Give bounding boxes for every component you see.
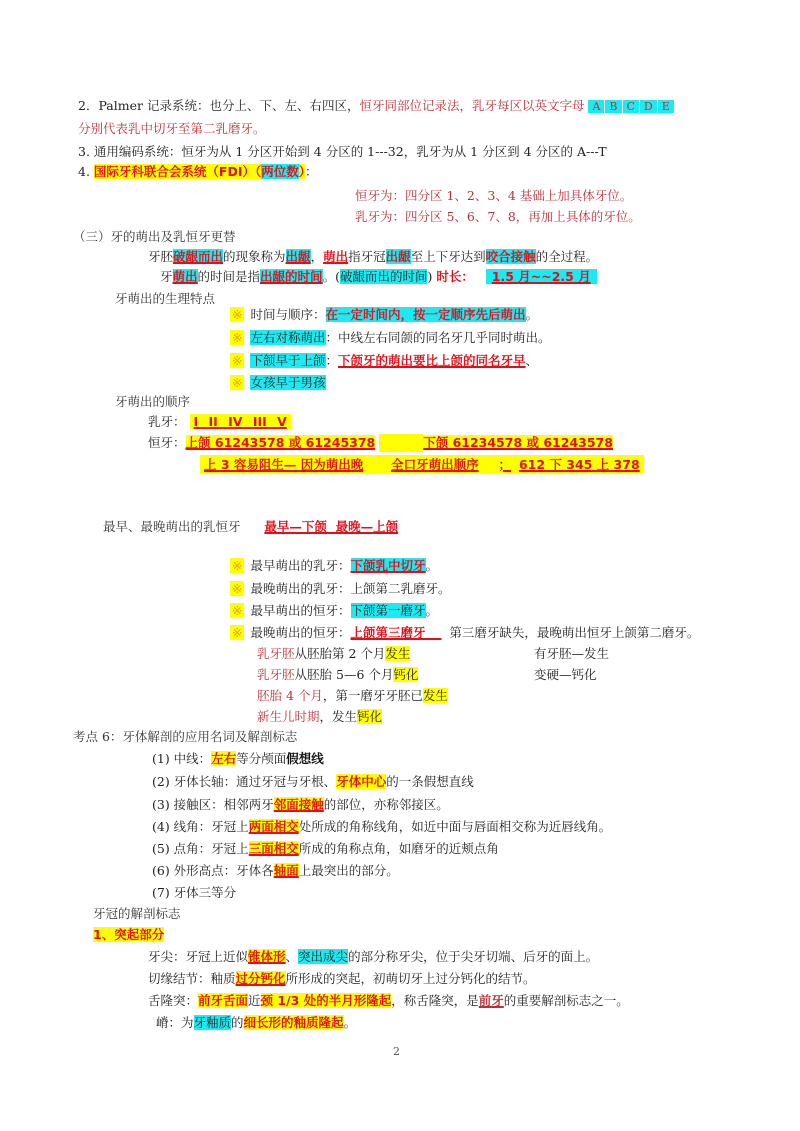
red: 乳牙胚 <box>257 646 295 661</box>
physio-item: ※ 下颌早于上颌：下颌牙的萌出要比上颌的同名牙早、 <box>232 353 539 368</box>
marker-icon: ※ <box>232 375 243 390</box>
t: 牙 <box>160 269 173 284</box>
physio-heading: 牙萌出的生理特点 <box>115 291 216 306</box>
post: 等分颅面 <box>236 751 287 766</box>
label: 左右对称萌出 <box>250 330 326 345</box>
order-heading: 牙萌出的顺序 <box>115 394 191 409</box>
pre: 嵴：为 <box>156 1015 194 1030</box>
t: 的现象称为 <box>223 249 286 264</box>
universal-line: 3. 通用编码系统：恒牙为从 1 分区开始到 4 分区的 1---32，乳牙为从 1 分区到 4 分区的 A---T <box>78 144 607 159</box>
label: 最晚萌出的恒牙： <box>250 625 351 640</box>
hl: 轴面 <box>273 863 299 878</box>
end: 。 <box>343 1015 357 1030</box>
anatomy-item <box>152 862 399 880</box>
t: 牙胚 <box>148 249 174 264</box>
hl: 出龈的时间 <box>260 269 323 284</box>
letter-b: B <box>605 100 621 113</box>
eruption-heading: （三）牙的萌出及乳恒牙更替 <box>73 229 236 244</box>
mamelon-line <box>148 970 536 988</box>
note: 上 3 容易阻生— 因为萌出晚 <box>204 457 364 472</box>
dev-line <box>257 666 418 684</box>
hl: 萌出 <box>323 249 349 264</box>
marker-icon: ※ <box>232 353 243 368</box>
t: 的时间是指 <box>197 269 261 284</box>
post: 的部分称牙尖，位于尖牙切端、后牙的面上。 <box>348 949 599 964</box>
mid: 的 <box>231 1015 244 1030</box>
post: 的部位，亦称邻接区。 <box>323 797 449 812</box>
fdi-two-digit: 两位数 <box>261 164 299 179</box>
post: 所形成的突起，初萌切牙上过分钙化的结节。 <box>285 971 536 986</box>
hl: 萌出 <box>172 269 198 284</box>
anatomy-heading: 考点 6：牙体解剖的应用名词及解剖标志 <box>73 729 298 744</box>
anatomy-item <box>152 750 324 768</box>
end: 。 <box>425 603 439 618</box>
section-1 <box>93 926 164 944</box>
letter-e: E <box>658 100 674 113</box>
earliest-item <box>230 602 438 620</box>
ridge-line <box>156 1014 356 1032</box>
label: 乳牙： <box>148 414 186 429</box>
value: ：中线左右同颌的同名牙几乎同时萌出。 <box>325 330 551 345</box>
hl: 锥体形 <box>248 949 286 964</box>
pre: (3) 接触区：相邻两牙 <box>152 797 274 812</box>
red: 胚胎 4 个月 <box>257 688 323 703</box>
section-title: 1、突起部分 <box>93 927 165 942</box>
end: 的重要解剖标志之一。 <box>503 993 629 1008</box>
value: 上颌第二乳磨牙。 <box>350 581 451 596</box>
mid: 、 <box>285 949 299 964</box>
t: ) <box>427 269 433 284</box>
palmer-line-2: 分别代表乳中切牙至第二乳磨牙。 <box>78 121 266 136</box>
marker-icon: ※ <box>232 558 243 573</box>
t: 从胚胎 5—6 个月 <box>294 667 394 682</box>
marker-icon: ※ <box>232 307 243 322</box>
value: 下颌牙的萌出要比上颌的同名牙早 <box>338 353 526 368</box>
t: 至上下牙达到 <box>410 249 486 264</box>
label: 最晚萌出的乳牙： <box>250 581 351 596</box>
marker-icon: ※ <box>232 581 243 596</box>
note: 612 下 345 上 378 <box>518 457 640 472</box>
hl: 三面相交 <box>248 841 299 856</box>
note: ； <box>498 457 511 472</box>
deciduous-order <box>148 413 291 431</box>
fdi-title-text: 国际牙科联合会系统（FDI）（ <box>93 164 262 179</box>
physio-item <box>230 329 551 347</box>
hl: 发生 <box>385 646 411 661</box>
pre: (5) 点角：牙冠上 <box>152 841 249 856</box>
earliest-item <box>230 624 699 642</box>
crown-heading: 牙冠的解剖标志 <box>93 906 181 921</box>
anatomy-item <box>152 796 449 814</box>
anatomy-item <box>152 818 611 836</box>
label: 下颌早于上颌 <box>250 353 326 368</box>
anatomy-item <box>152 840 499 858</box>
hl: 出龈 <box>285 249 311 264</box>
value: 下颌乳中切牙 <box>350 558 426 573</box>
palmer-red-text: 恒牙同部位记录法，乳牙每区以英文字母 <box>359 98 585 113</box>
dev-line <box>257 645 410 663</box>
t: 从胚胎第 2 个月 <box>294 646 386 661</box>
bold: 假想线 <box>286 751 324 766</box>
fdi-permanent: 恒牙为：四分区 1、2、3、4 基础上加具体牙位。 <box>355 188 633 203</box>
dev-line <box>257 687 448 705</box>
hl: 过分钙化 <box>235 971 286 986</box>
earliest-line <box>103 518 398 536</box>
end: 。 <box>525 307 539 322</box>
pre: 牙尖：牙冠上近似 <box>148 949 249 964</box>
letter-a: A <box>588 100 604 113</box>
anatomy-item: (7) 牙体三等分 <box>152 885 237 900</box>
letter-c: C <box>623 100 639 113</box>
t: ， <box>310 249 324 264</box>
cy: 突出成尖 <box>298 949 349 964</box>
label: 最早萌出的乳牙： <box>250 558 351 573</box>
palmer-text: 2．Palmer 记录系统：也分上、下、左、右四区， <box>78 98 360 113</box>
hl: 颈 1/3 处的半月形隆起 <box>260 993 392 1008</box>
physio-item <box>230 374 326 392</box>
label: 最早萌出的恒牙： <box>250 603 351 618</box>
hl: 牙体中心 <box>336 774 387 789</box>
earliest-item <box>230 557 438 575</box>
permanent-order <box>148 434 613 452</box>
pre: 舌隆突： <box>148 993 199 1008</box>
eruption-line-1 <box>148 248 598 266</box>
dev-side: 变硬—钙化 <box>534 667 597 682</box>
hl: 破龈而出 <box>173 249 224 264</box>
letter-d: D <box>640 100 657 113</box>
value: 下颌第一磨牙 <box>350 603 426 618</box>
dev-line <box>257 708 382 726</box>
fdi-title-end: ） <box>298 164 306 179</box>
cingulum-line <box>148 992 629 1010</box>
eruption-line-2 <box>160 268 597 286</box>
fdi-deciduous: 乳牙为：四分区 5、6、7、8，再加上具体的牙位。 <box>355 209 641 224</box>
upper: 上颌 61243578 或 61245378 <box>185 435 376 450</box>
value: 上颌第三磨牙 <box>350 625 426 640</box>
hl: 邻面接触 <box>273 797 324 812</box>
post: 处所成的角称线角，如近中面与唇面相交称为近唇线角。 <box>298 819 612 834</box>
hl: 出龈 <box>385 249 411 264</box>
duration-label: 时长： <box>436 269 474 284</box>
fdi-colon: ： <box>305 164 318 179</box>
label: 恒牙： <box>148 435 186 450</box>
cy: 牙釉质 <box>193 1015 232 1030</box>
pre: 切缘结节：釉质 <box>148 971 236 986</box>
t: ，发生 <box>319 709 358 724</box>
pre: (1) 中线： <box>152 751 212 766</box>
value: I II IV III V <box>190 414 291 429</box>
red: 乳牙胚 <box>257 667 295 682</box>
hl: 细长形的釉质隆起 <box>243 1015 344 1030</box>
hl: 钙化 <box>357 709 383 724</box>
pre: (4) 线角：牙冠上 <box>152 819 249 834</box>
label: 最早、最晚萌出的乳恒牙 <box>103 519 241 534</box>
post: 所成的角称点角，如磨牙的近颊点角 <box>298 841 499 856</box>
anatomy-item <box>152 773 474 791</box>
t: ，第一磨牙牙胚已 <box>322 688 423 703</box>
marker-icon: ※ <box>232 625 243 640</box>
hl: 前牙舌面 <box>198 993 249 1008</box>
post: 上最突出的部分。 <box>298 863 399 878</box>
mid: 近 <box>248 993 261 1008</box>
hl: 左右 <box>211 751 237 766</box>
cusp-line <box>148 948 598 966</box>
t: 的全过程。 <box>535 249 599 264</box>
red: 新生儿时期 <box>257 709 320 724</box>
t: 。( <box>322 269 340 284</box>
value: 最早—下颌 最晚—上颌 <box>264 519 399 534</box>
pre: (2) 牙体长轴：通过牙冠与牙根、 <box>152 774 337 789</box>
fdi-title <box>78 163 318 181</box>
red: 前牙 <box>478 993 504 1008</box>
end: 、 <box>525 353 539 368</box>
marker-icon: ※ <box>232 603 243 618</box>
label: 女孩早于男孩 <box>250 375 326 390</box>
hl: 咬合接触 <box>485 249 536 264</box>
note: 全口牙萌出顺序 <box>391 457 479 472</box>
earliest-item <box>230 580 451 598</box>
lower: 下颌 61234578 或 61243578 <box>423 435 613 450</box>
marker-icon: ※ <box>232 330 243 345</box>
hl: 钙化 <box>393 667 419 682</box>
label: 时间与顺序： <box>250 307 326 322</box>
order-notes <box>200 456 644 474</box>
t: 指牙冠 <box>348 249 386 264</box>
palmer-line-1 <box>78 97 675 116</box>
hl: 两面相交 <box>248 819 299 834</box>
post: ，称舌隆突，是 <box>391 993 479 1008</box>
hl: 破龈而出的时间 <box>339 269 428 284</box>
end: 第三磨牙缺失，最晚萌出恒牙上颌第二磨牙。 <box>449 625 700 640</box>
value: 在一定时间内，按一定顺序先后萌出 <box>325 307 526 322</box>
post: 的一条假想直线 <box>386 774 474 789</box>
pre: (6) 外形高点：牙体各 <box>152 863 274 878</box>
page-number: 2 <box>393 1045 400 1058</box>
hl: 发生 <box>422 688 448 703</box>
end: 。 <box>425 558 439 573</box>
fdi-num: 4. <box>78 164 90 179</box>
physio-item <box>230 306 538 324</box>
duration-value: 1.5 月~~2.5 月 <box>486 269 597 284</box>
dev-side: 有牙胚—发生 <box>534 646 610 661</box>
